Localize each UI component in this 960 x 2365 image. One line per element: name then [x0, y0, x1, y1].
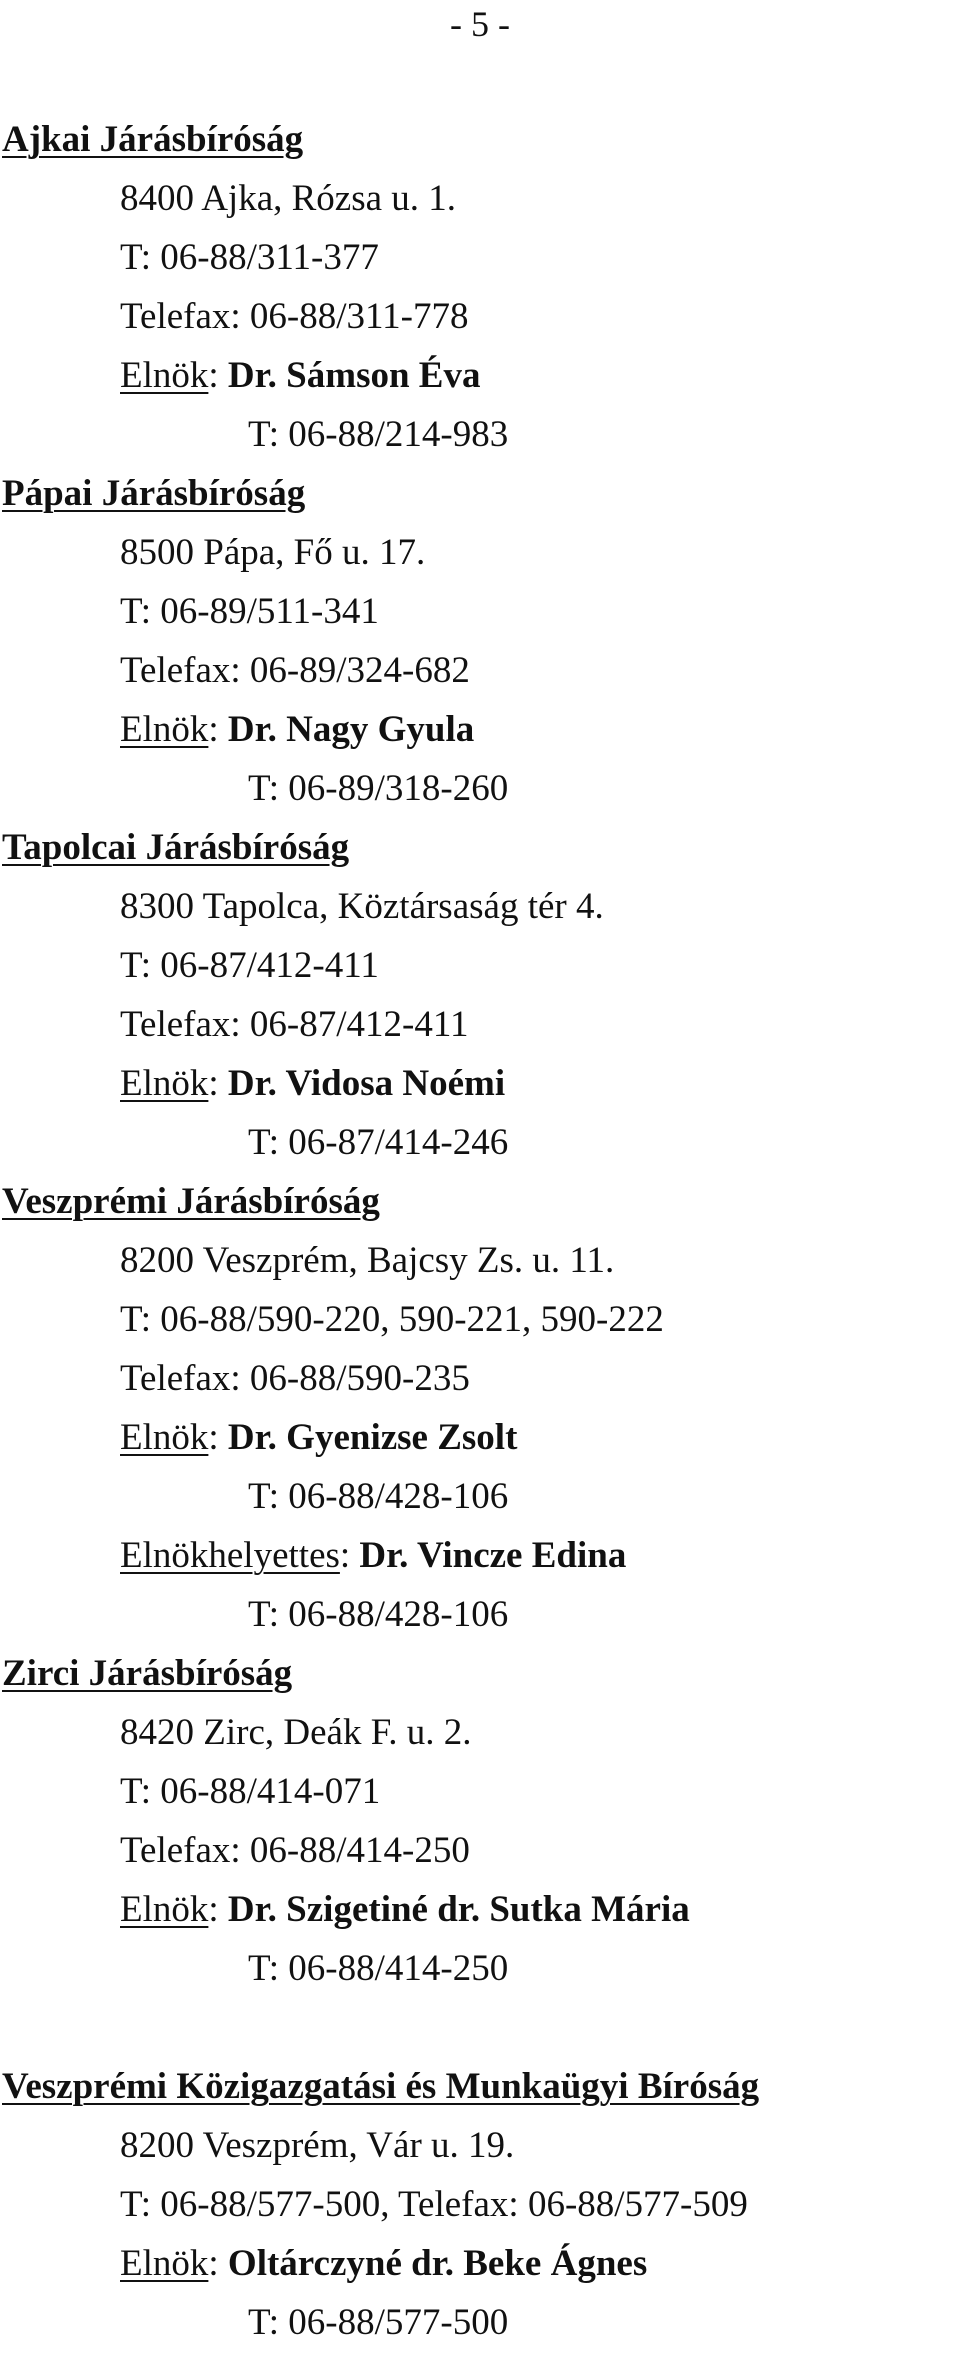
page-number: - 5 - — [450, 4, 510, 44]
official-phone: T: 06-87/414-246 — [248, 1122, 509, 1163]
official-label: Elnök — [120, 2243, 209, 2284]
official-line: Elnök: Dr. Sámson Éva — [120, 355, 481, 396]
court-address: 8420 Zirc, Deák F. u. 2. — [120, 1712, 472, 1753]
official-line: Elnök: Dr. Gyenizse Zsolt — [120, 1417, 518, 1458]
official-name: Dr. Vincze Edina — [359, 1535, 627, 1576]
official-line: Elnök: Dr. Szigetiné dr. Sutka Mária — [120, 1889, 690, 1930]
official-name: Oltárczyné dr. Beke Ágnes — [227, 2243, 648, 2284]
official-name: Dr. Gyenizse Zsolt — [227, 1417, 518, 1458]
official-label: Elnök — [120, 709, 209, 750]
court-fax: Telefax: 06-88/414-250 — [120, 1830, 470, 1871]
official-name: Dr. Nagy Gyula — [227, 709, 475, 750]
official-label: Elnök — [120, 1063, 209, 1104]
court-name: Tapolcai Járásbíróság — [2, 827, 350, 868]
court-name: Zirci Járásbíróság — [2, 1653, 293, 1694]
court-fax: Telefax: 06-88/311-778 — [120, 296, 469, 337]
official-label: Elnök — [120, 1889, 209, 1930]
court-phone: T: 06-88/311-377 — [120, 237, 379, 278]
official-name: Dr. Szigetiné dr. Sutka Mária — [227, 1889, 690, 1930]
official-name: Dr. Vidosa Noémi — [227, 1063, 506, 1104]
court-fax: Telefax: 06-88/590-235 — [120, 1358, 470, 1399]
court-name: Veszprémi Járásbíróság — [2, 1181, 380, 1222]
official-phone: T: 06-88/428-106 — [248, 1594, 509, 1635]
official-line: Elnök: Dr. Vidosa Noémi — [120, 1063, 506, 1104]
official-line: Elnök: Dr. Nagy Gyula — [120, 709, 475, 750]
official-phone: T: 06-88/214-983 — [248, 414, 509, 455]
court-address: 8200 Veszprém, Bajcsy Zs. u. 11. — [120, 1240, 615, 1281]
official-phone: T: 06-89/318-260 — [248, 768, 509, 809]
official-phone: T: 06-88/577-500 — [248, 2302, 509, 2343]
court-fax: Telefax: 06-87/412-411 — [120, 1004, 469, 1045]
court-fax: Telefax: 06-89/324-682 — [120, 650, 470, 691]
official-label: Elnökhelyettes — [120, 1535, 340, 1576]
court-phone: T: 06-89/511-341 — [120, 591, 379, 632]
court-name: Pápai Járásbíróság — [2, 473, 306, 514]
court-phone: T: 06-88/577-500, Telefax: 06-88/577-509 — [120, 2184, 748, 2225]
court-phone: T: 06-88/414-071 — [120, 1771, 381, 1812]
court-address: 8400 Ajka, Rózsa u. 1. — [120, 178, 457, 219]
official-label: Elnök — [120, 355, 209, 396]
official-name: Dr. Sámson Éva — [227, 355, 481, 396]
court-address: 8300 Tapolca, Köztársaság tér 4. — [120, 886, 604, 927]
court-phone: T: 06-88/590-220, 590-221, 590-222 — [120, 1299, 664, 1340]
official-label: Elnök — [120, 1417, 209, 1458]
official-line: Elnökhelyettes: Dr. Vincze Edina — [120, 1535, 627, 1576]
court-phone: T: 06-87/412-411 — [120, 945, 379, 986]
court-name: Veszprémi Közigazgatási és Munkaügyi Bíróság — [2, 2066, 760, 2107]
court-address: 8200 Veszprém, Vár u. 19. — [120, 2125, 515, 2166]
court-name: Ajkai Járásbíróság — [2, 119, 304, 160]
official-phone: T: 06-88/428-106 — [248, 1476, 509, 1517]
official-phone: T: 06-88/414-250 — [248, 1948, 509, 1989]
court-address: 8500 Pápa, Fő u. 17. — [120, 532, 426, 573]
official-line: Elnök: Oltárczyné dr. Beke Ágnes — [120, 2243, 648, 2284]
